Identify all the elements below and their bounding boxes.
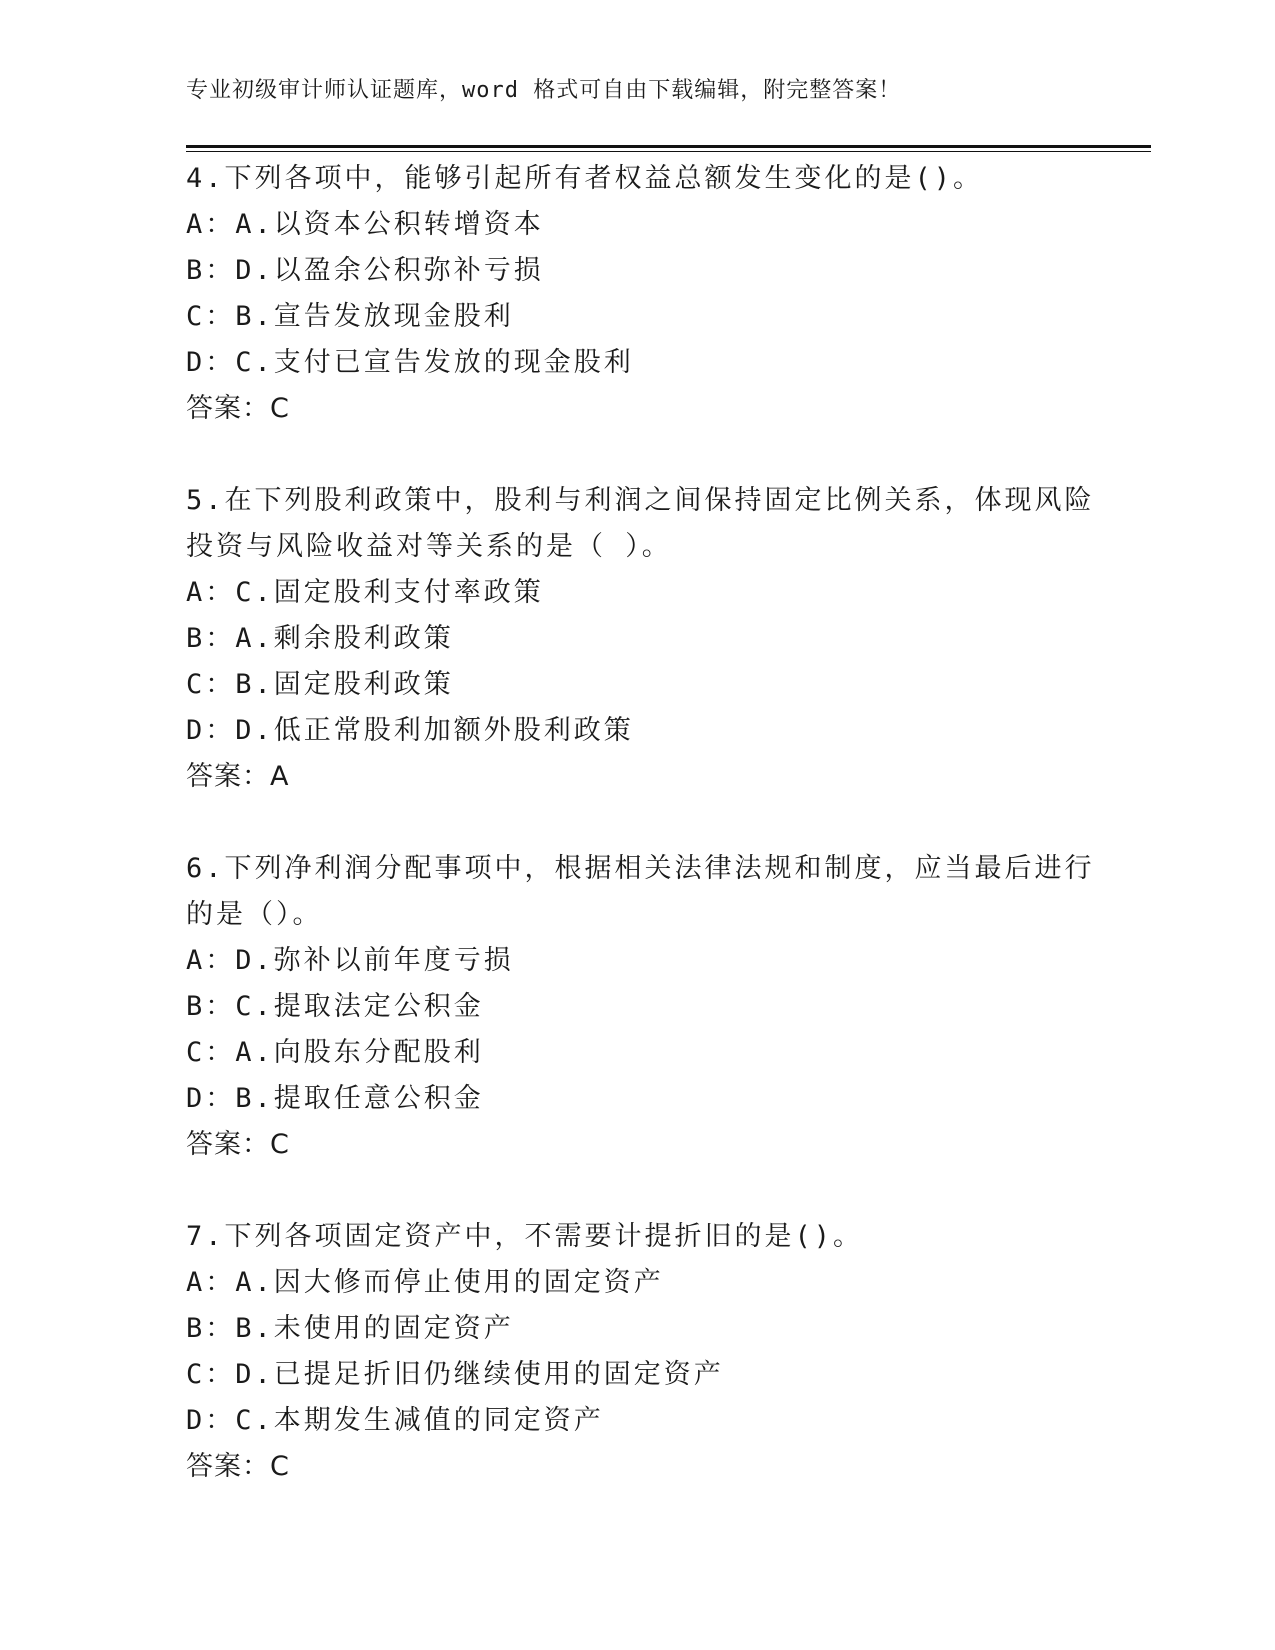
option-c: C：A.向股东分配股利 [186, 1037, 484, 1068]
option-b: B：D.以盈余公积弥补亏损 [186, 255, 544, 286]
option-a: A：D.弥补以前年度亏损 [186, 945, 514, 976]
option-c: C：D.已提足折旧仍继续使用的固定资产 [186, 1359, 724, 1390]
option-c: C：B.固定股利政策 [186, 669, 454, 700]
option-a: A：A.以资本公积转增资本 [186, 209, 544, 240]
question-stem-continued: 的是（）。 [186, 899, 323, 930]
answer: 答案：C [186, 393, 290, 424]
question-4 [186, 156, 1086, 432]
question-list [186, 156, 1095, 1490]
header-divider-thin [186, 151, 1151, 152]
question-stem: 5.在下列股利政策中，股利与利润之间保持固定比例关系，体现风险 [186, 485, 1095, 516]
question-stem: 7.下列各项固定资产中，不需要计提折旧的是()。 [186, 1221, 864, 1252]
answer: 答案：C [186, 1451, 290, 1482]
question-stem: 6.下列净利润分配事项中，根据相关法律法规和制度，应当最后进行 [186, 853, 1095, 884]
question-stem: 4.下列各项中，能够引起所有者权益总额发生变化的是()。 [186, 163, 984, 194]
option-d: D：C.支付已宣告发放的现金股利 [186, 347, 634, 378]
option-d: D：D.低正常股利加额外股利政策 [186, 715, 634, 746]
question-5 [186, 478, 1095, 800]
question-6 [186, 846, 1095, 1168]
question-7 [186, 1214, 1086, 1490]
option-c: C：B.宣告发放现金股利 [186, 301, 514, 332]
answer: 答案：C [186, 1129, 290, 1160]
option-a: A：A.因大修而停止使用的固定资产 [186, 1267, 664, 1298]
option-b: B：B.未使用的固定资产 [186, 1313, 514, 1344]
page-header: 专业初级审计师认证题库，word 格式可自由下载编辑，附完整答案！ [186, 78, 902, 103]
question-stem-continued: 投资与风险收益对等关系的是（ ）。 [186, 531, 672, 562]
option-b: B：C.提取法定公积金 [186, 991, 484, 1022]
header-divider-thick [186, 145, 1151, 148]
option-b: B：A.剩余股利政策 [186, 623, 454, 654]
option-d: D：C.本期发生减值的同定资产 [186, 1405, 604, 1436]
answer: 答案：A [186, 761, 290, 792]
option-d: D：B.提取任意公积金 [186, 1083, 484, 1114]
option-a: A：C.固定股利支付率政策 [186, 577, 544, 608]
